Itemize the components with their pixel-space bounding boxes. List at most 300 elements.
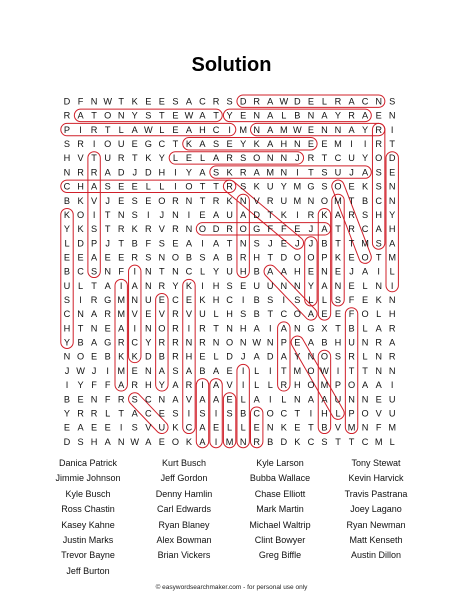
grid-letter: B (362, 195, 369, 206)
grid-letter: I (390, 380, 394, 391)
grid-letter: W (143, 124, 153, 135)
grid-letter: R (212, 96, 220, 107)
grid-letter: T (159, 110, 165, 121)
grid-letter: K (280, 422, 287, 433)
grid-letter: C (375, 195, 382, 206)
word-column-3 (232, 456, 328, 579)
grid-letter: U (63, 280, 71, 291)
grid-letter: S (240, 153, 247, 164)
grid-letter: J (159, 209, 165, 220)
grid-letter: O (320, 351, 329, 362)
grid-letter: A (307, 337, 314, 348)
grid-letter: E (307, 96, 314, 107)
grid-letter: H (90, 436, 98, 447)
word-item: Trevor Bayne (61, 550, 115, 561)
grid-letter: E (131, 365, 138, 376)
grid-letter: N (294, 323, 301, 334)
grid-letter: C (144, 408, 152, 419)
grid-letter: O (266, 408, 274, 419)
word-list (40, 456, 424, 579)
grid-letter: T (267, 209, 274, 220)
grid-letter: N (239, 436, 247, 447)
grid-letter: B (253, 266, 260, 277)
word-item: Joey Lagano (350, 504, 402, 515)
word-item: Kyle Busch (65, 488, 111, 499)
grid-letter: R (117, 224, 125, 235)
grid-letter: T (91, 153, 97, 164)
grid-letter: A (389, 238, 396, 249)
grid-letter: Y (334, 110, 342, 121)
grid-letter: N (388, 181, 396, 192)
grid-letter: R (117, 394, 125, 405)
word-item: Ryan Newman (346, 519, 406, 530)
grid-letter: O (307, 365, 315, 376)
grid-letter: H (158, 167, 166, 178)
grid-letter: T (389, 139, 396, 150)
grid-letter: D (294, 96, 301, 107)
grid-letter: T (91, 280, 97, 291)
grid-letter: S (226, 408, 233, 419)
grid-letter: M (388, 422, 397, 433)
word-item: Jeff Gordon (160, 473, 208, 484)
grid-letter: E (145, 195, 152, 206)
grid-letter: J (105, 238, 110, 249)
grid-letter: Y (362, 124, 369, 135)
grid-letter: S (145, 252, 152, 263)
grid-letter: R (239, 252, 247, 263)
grid-letter: U (348, 337, 355, 348)
grid-letter: K (131, 224, 138, 235)
grid-letter: S (226, 96, 233, 107)
grid-letter: I (336, 365, 340, 376)
grid-letter: U (388, 394, 396, 405)
grid-letter: N (294, 139, 301, 150)
grid-letter: V (375, 408, 382, 419)
grid-letter: S (267, 295, 274, 306)
grid-letter: N (63, 167, 71, 178)
grid-letter: E (172, 124, 179, 135)
grid-letter: K (199, 295, 206, 306)
answer-loop (318, 350, 330, 433)
grid-letter: W (320, 365, 329, 376)
grid-letter: I (133, 323, 137, 334)
grid-letter: S (131, 394, 138, 405)
grid-letter: V (158, 309, 165, 320)
grid-letter: N (321, 266, 328, 277)
grid-letter: B (77, 337, 84, 348)
grid-letter: N (266, 153, 274, 164)
grid-letter: E (118, 195, 125, 206)
grid-letter: I (296, 209, 299, 220)
grid-letter: L (64, 238, 70, 249)
grid-letter: O (185, 181, 193, 192)
grid-letter: B (253, 309, 260, 320)
grid-letter: T (118, 96, 125, 107)
grid-letter: Y (77, 380, 84, 391)
grid-letter: H (388, 224, 396, 235)
grid-letter: A (212, 238, 220, 249)
grid-letter: K (145, 153, 152, 164)
grid-letter: C (226, 295, 233, 306)
grid-letter: Y (294, 351, 301, 362)
word-item: Kasey Kahne (61, 519, 115, 530)
grid-letter: R (104, 309, 111, 320)
grid-letter: I (187, 209, 191, 220)
grid-letter: I (92, 139, 96, 150)
grid-letter: L (267, 380, 273, 391)
grid-letter: D (388, 153, 396, 164)
grid-letter: H (294, 266, 301, 277)
grid-letter: T (321, 153, 328, 164)
grid-letter: D (77, 238, 84, 249)
grid-letter: I (119, 422, 123, 433)
grid-letter: I (268, 323, 272, 334)
grid-letter: E (348, 252, 355, 263)
grid-letter: L (105, 408, 111, 419)
grid-letter: R (172, 323, 179, 334)
grid-letter: M (239, 124, 247, 135)
grid-letter: S (131, 195, 138, 206)
word-item: Greg Biffle (258, 550, 302, 561)
grid-letter: I (282, 295, 286, 306)
grid-letter: R (172, 224, 179, 235)
grid-letter: S (375, 238, 382, 249)
grid-letter: O (361, 309, 369, 320)
grid-letter: G (307, 323, 315, 334)
grid-letter: A (185, 238, 193, 249)
grid-letter: N (144, 323, 152, 334)
grid-letter: R (172, 195, 179, 206)
word-item: Chase Elliott (254, 488, 306, 499)
grid-letter: N (307, 110, 315, 121)
grid-letter: Y (145, 337, 152, 348)
grid-letter: I (201, 238, 204, 249)
grid-letter: D (226, 351, 233, 362)
grid-letter: T (131, 153, 138, 164)
grid-letter: C (158, 139, 166, 150)
grid-letter: H (239, 266, 247, 277)
grid-letter: A (199, 167, 206, 178)
grid-letter: A (131, 408, 138, 419)
grid-letter: V (334, 422, 342, 433)
grid-letter: N (117, 436, 125, 447)
grid-letter: A (362, 380, 369, 391)
grid-letter: B (348, 323, 355, 334)
grid-letter: R (199, 323, 206, 334)
grid-letter: R (117, 337, 125, 348)
grid-letter: N (104, 266, 111, 277)
grid-letter: S (240, 181, 247, 192)
grid-letter: B (131, 238, 138, 249)
grid-letter: K (172, 422, 179, 433)
word-item: Travis Pastrana (344, 488, 408, 499)
grid-letter: E (226, 365, 233, 376)
grid-letter: N (239, 195, 247, 206)
grid-letter: L (227, 422, 233, 433)
grid-letter: T (172, 139, 179, 150)
grid-letter: N (117, 209, 125, 220)
grid-letter: S (172, 408, 179, 419)
grid-letter: I (228, 124, 231, 135)
grid-letter: L (199, 266, 206, 277)
grid-letter: E (158, 436, 165, 447)
grid-letter: S (199, 252, 206, 263)
grid-letter: J (349, 167, 354, 178)
grid-letter: Y (131, 110, 138, 121)
grid-letter: S (362, 209, 369, 220)
word-item: Bubba Wallace (249, 473, 311, 484)
grid-letter: S (375, 181, 382, 192)
grid-letter: E (145, 96, 152, 107)
grid-letter: E (158, 408, 165, 419)
grid-letter: M (374, 436, 383, 447)
grid-letter: L (362, 351, 368, 362)
grid-letter: E (145, 309, 152, 320)
grid-letter: E (63, 422, 71, 433)
word-item: Jeff Burton (66, 565, 110, 576)
grid-letter: E (158, 295, 165, 306)
grid-letter: B (267, 436, 274, 447)
grid-letter: L (376, 309, 382, 320)
grid-letter: A (199, 422, 206, 433)
grid-letter: G (144, 139, 152, 150)
grid-letter: T (104, 209, 111, 220)
grid-letter: V (145, 422, 152, 433)
grid-letter: H (63, 323, 71, 334)
grid-letter: A (185, 96, 193, 107)
grid-letter: E (334, 266, 342, 277)
grid-letter: E (199, 351, 206, 362)
grid-letter: D (144, 167, 152, 178)
grid-letter: J (240, 351, 246, 362)
grid-letter: Y (185, 167, 193, 178)
grid-letter: R (212, 195, 220, 206)
grid-letter: S (375, 167, 382, 178)
grid-letter: O (171, 252, 179, 263)
grid-letter: L (308, 295, 314, 306)
grid-letter: O (198, 224, 207, 235)
grid-letter: S (63, 295, 71, 306)
grid-letter: B (158, 351, 165, 362)
grid-letter: E (389, 167, 396, 178)
grid-letter: H (199, 124, 206, 135)
grid-letter: C (77, 266, 84, 277)
grid-letter: F (91, 380, 97, 391)
grid-letter: A (199, 110, 206, 121)
grid-letter: T (335, 238, 341, 249)
grid-letter: S (145, 110, 152, 121)
grid-letter: N (294, 394, 301, 405)
grid-letter: B (321, 337, 328, 348)
grid-letter: R (388, 323, 396, 334)
page-title: Solution (191, 54, 272, 76)
grid-letter: R (226, 153, 233, 164)
grid-letter: K (280, 209, 287, 220)
grid-letter: H (321, 408, 328, 419)
grid-letter: N (361, 422, 369, 433)
grid-letter: O (293, 252, 301, 263)
grid-letter: A (91, 181, 98, 192)
grid-letter: R (307, 153, 315, 164)
grid-letter: N (280, 153, 288, 164)
grid-letter: S (321, 181, 328, 192)
grid-letter: L (321, 96, 328, 107)
grid-letter: E (185, 153, 193, 164)
grid-letter: R (307, 209, 315, 220)
grid-letter: I (268, 394, 272, 405)
grid-letter: A (185, 365, 193, 376)
grid-letter: N (144, 266, 152, 277)
grid-letter: I (363, 139, 367, 150)
grid-letter: D (144, 351, 152, 362)
grid-letter: N (77, 309, 84, 320)
grid-letter: Y (158, 153, 165, 164)
grid-letter: V (185, 309, 193, 320)
grid-letter: M (334, 139, 342, 150)
grid-letter: V (253, 195, 260, 206)
grid-letter: T (104, 224, 111, 235)
grid-letter: S (104, 181, 111, 192)
grid-letter: E (334, 309, 342, 320)
grid-letter: A (131, 124, 138, 135)
grid-letter: U (253, 280, 261, 291)
grid-letter: T (104, 124, 111, 135)
grid-letter: O (158, 195, 166, 206)
grid-letter: L (335, 408, 341, 419)
grid-letter: I (241, 295, 245, 306)
grid-letter: L (240, 394, 246, 405)
grid-letter: N (266, 337, 274, 348)
grid-letter: J (91, 365, 97, 376)
grid-letter: U (158, 422, 166, 433)
grid-letter: L (172, 153, 178, 164)
grid-letter: C (63, 309, 71, 320)
grid-letter: E (212, 422, 220, 433)
grid-letter: P (321, 252, 328, 263)
grid-letter: U (334, 167, 342, 178)
grid-letter: B (321, 238, 328, 249)
grid-letter: K (253, 139, 260, 150)
grid-letter: T (362, 365, 368, 376)
grid-letter: H (212, 295, 220, 306)
grid-letter: U (348, 153, 355, 164)
grid-letter: K (226, 167, 233, 178)
grid-letter: R (90, 408, 98, 419)
grid-letter: F (145, 238, 152, 249)
grid-letter: F (77, 96, 84, 107)
grid-letter: H (144, 380, 152, 391)
grid-letter: N (388, 295, 396, 306)
grid-letter: E (294, 337, 301, 348)
grid-letter: J (132, 167, 138, 178)
grid-letter: S (158, 238, 165, 249)
grid-letter: C (212, 124, 220, 135)
grid-letter: S (77, 436, 84, 447)
grid-letter: N (348, 394, 355, 405)
grid-letter: U (334, 394, 342, 405)
grid-letter: T (348, 365, 355, 376)
grid-letter: W (252, 337, 262, 348)
grid-letter: C (361, 224, 369, 235)
word-item: Matt Kenseth (349, 535, 403, 546)
grid-letter: I (201, 380, 204, 391)
grid-letter: O (347, 380, 356, 391)
grid-letter: A (104, 167, 111, 178)
grid-letter: I (214, 408, 218, 419)
grid-letter: A (158, 365, 165, 376)
grid-letter: D (253, 209, 261, 220)
grid-letter: A (131, 280, 138, 291)
grid-letter: H (239, 323, 247, 334)
grid-letter: Y (172, 280, 179, 291)
grid-letter: N (144, 280, 152, 291)
grid-letter: R (144, 224, 152, 235)
grid-letter: T (118, 238, 125, 249)
grid-letter: S (253, 238, 260, 249)
answer-loop (210, 166, 371, 178)
grid-letter: A (362, 167, 369, 178)
grid-letter: E (240, 110, 247, 121)
grid-letter: N (375, 351, 382, 362)
grid-letter: N (185, 337, 193, 348)
grid-letter: C (131, 337, 139, 348)
grid-letter: X (321, 323, 328, 334)
grid-letter: A (334, 209, 342, 220)
grid-letter: E (199, 209, 206, 220)
grid-letter: N (185, 195, 193, 206)
grid-letter: T (77, 323, 84, 334)
word-item: Ross Chastin (61, 504, 115, 515)
grid-letter: E (253, 422, 260, 433)
word-item: Tony Stewat (351, 458, 401, 468)
grid-letter: H (280, 139, 288, 150)
word-item: Carl Edwards (156, 504, 212, 515)
grid-letter: A (91, 309, 98, 320)
grid-letter: N (253, 110, 261, 121)
grid-letter: E (226, 394, 233, 405)
grid-letter: S (321, 436, 328, 447)
grid-letter: R (348, 224, 355, 235)
grid-letter: E (104, 422, 111, 433)
grid-letter: G (307, 181, 315, 192)
grid-letter: C (280, 408, 288, 419)
grid-letter: N (375, 280, 382, 291)
grid-letter: L (389, 436, 395, 447)
grid-letter: T (348, 238, 355, 249)
grid-letter: T (159, 266, 165, 277)
grid-letter: L (213, 309, 219, 320)
grid-letter: O (320, 195, 329, 206)
grid-letter: U (266, 181, 274, 192)
grid-letter: M (266, 167, 275, 178)
grid-letter: I (390, 124, 394, 135)
grid-letter: C (361, 436, 369, 447)
grid-letter: E (280, 238, 287, 249)
grid-letter: A (253, 351, 260, 362)
grid-letter: S (334, 351, 342, 362)
grid-letter: J (308, 238, 314, 249)
grid-letter: N (90, 323, 98, 334)
grid-letter: A (321, 224, 328, 235)
grid-letter: A (212, 209, 220, 220)
grid-letter: A (77, 110, 84, 121)
grid-letter: K (294, 436, 301, 447)
grid-letter: Y (63, 408, 71, 419)
grid-letter: E (104, 323, 111, 334)
grid-letter: E (131, 139, 138, 150)
grid-letter: E (307, 124, 314, 135)
grid-letter: P (280, 337, 287, 348)
